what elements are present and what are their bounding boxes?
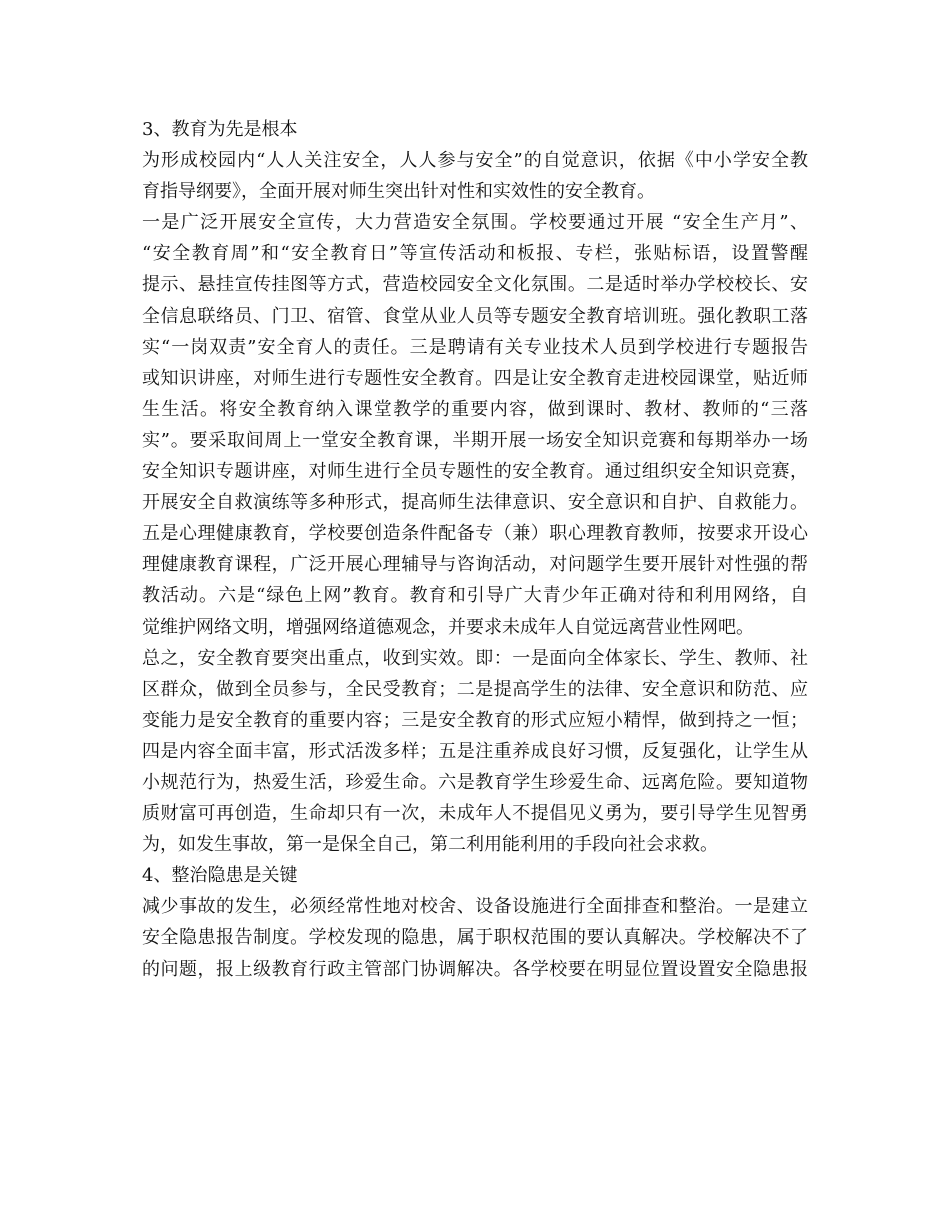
text-line: “安全教育周”和“安全教育日”等宣传活动和板报、专栏，张贴标语，设置警醒 — [142, 243, 808, 265]
text-line: 减少事故的发生，必须经常性地对校舍、设备设施进行全面排查和整治。一是建立 — [142, 896, 808, 918]
text-line: 四是内容全面丰富，形式活泼多样；五是注重养成良好习惯，反复强化，让学生从 — [142, 740, 808, 762]
text-line: 实“一岗双责”安全育人的责任。三是聘请有关专业技术人员到学校进行专题报告 — [142, 336, 808, 358]
section-heading-3: 3、教育为先是根本 — [142, 119, 298, 140]
text-line: 觉维护网络文明，增强网络道德观念，并要求未成年人自觉远离营业性网吧。 — [142, 616, 754, 638]
text-line: 生生活。将安全教育纳入课堂教学的重要内容，做到课时、教材、教师的“三落 — [142, 398, 808, 420]
text-line: 育指导纲要》，全面开展对师生突出针对性和实效性的安全教育。 — [142, 181, 655, 203]
text-line: 实”。要采取间周上一堂安全教育课，半期开展一场安全知识竞赛和每期举办一场 — [142, 429, 808, 451]
text-line: 一是广泛开展安全宣传，大力营造安全氛围。学校要通过开展 “安全生产月”、 — [142, 212, 808, 234]
text-line: 小规范行为，热爱生活，珍爱生命。六是教育学生珍爱生命、远离危险。要知道物 — [142, 771, 808, 793]
text-line: 安全隐患报告制度。学校发现的隐患，属于职权范围的要认真解决。学校解决不了 — [142, 927, 808, 949]
text-line: 变能力是安全教育的重要内容；三是安全教育的形式应短小精悍，做到持之一恒； — [142, 709, 808, 731]
text-line: 教活动。六是“绿色上网”教育。教育和引导广大青少年正确对待和利用网络，自 — [142, 585, 808, 607]
document-body — [142, 114, 808, 985]
text-line: 为，如发生事故，第一是保全自己，第二利用能利用的手段向社会求救。 — [142, 834, 718, 856]
text-line: 开展安全自救演练等多种形式，提高师生法律意识、安全意识和自护、自救能力。 — [142, 492, 808, 514]
text-line: 全信息联络员、门卫、宿管、食堂从业人员等专题安全教育培训班。强化教职工落 — [142, 305, 808, 327]
text-line: 质财富可再创造，生命却只有一次，未成年人不提倡见义勇为，要引导学生见智勇 — [142, 803, 808, 825]
text-line: 提示、悬挂宣传挂图等方式，营造校园安全文化氛围。二是适时举办学校校长、安 — [142, 274, 808, 296]
text-line: 安全知识专题讲座，对师生进行全员专题性的安全教育。通过组织安全知识竞赛， — [142, 461, 808, 483]
text-line: 的问题，报上级教育行政主管部门协调解决。各学校要在明显位置设置安全隐患报 — [142, 958, 808, 980]
text-line: 五是心理健康教育，学校要创造条件配备专（兼）职心理教育教师，按要求开设心 — [142, 523, 808, 545]
text-line: 为形成校园内“人人关注安全，人人参与安全”的自觉意识，依据《中小学安全教 — [142, 150, 808, 172]
text-line: 理健康教育课程，广泛开展心理辅导与咨询活动，对问题学生要开展针对性强的帮 — [142, 554, 808, 576]
section-heading-4: 4、整治隐患是关键 — [142, 865, 298, 887]
text-line: 区群众，做到全员参与，全民受教育；二是提高学生的法律、安全意识和防范、应 — [142, 678, 808, 700]
text-line: 或知识讲座，对师生进行专题性安全教育。四是让安全教育走进校园课堂，贴近师 — [142, 367, 808, 389]
text-line: 总之，安全教育要突出重点，收到实效。即：一是面向全体家长、学生、教师、社 — [142, 647, 808, 669]
